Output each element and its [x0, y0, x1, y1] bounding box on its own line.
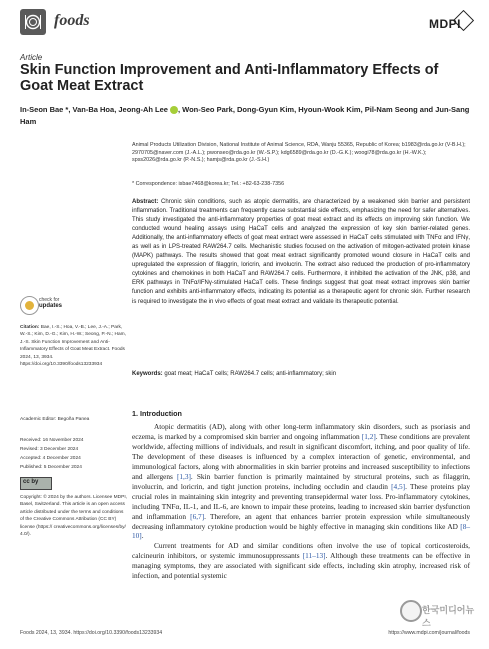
academic-editor: Academic Editor: Begoña Panea	[20, 417, 90, 422]
intro-text: . Therefore, an agent that enhances barrier protein expression while simultaneously decreasing inflammatory cytokine production would be highly effective in managing skin conditions like AD	[132, 511, 470, 531]
affiliation: Animal Products Utilization Division, National Institute of Animal Science, RDA, Wanju 55365, Republic of Korea; b1983@rda.go.kr (V-B.H.); 2970705@naver.com (J.-A.L.); pwonseo@rda.go.kr (W.-S.P.); kdg6589@rda.go.kr (D.-G.K.); woogi78@rda.go.kr (H.-W.K.); spss2026@rda.go.kr (P.-N.S.); hamjs@rda.go.kr (J.-S.H.)	[132, 142, 466, 164]
intro-text: Current treatments for AD and similar conditions often involve the use of topical corticosteroids, calcineurin inhibitors, or systemic immunosuppressants	[132, 541, 470, 561]
check-updates-icon	[20, 296, 39, 315]
copyright-notice: Copyright: © 2024 by the authors. Licensee MDPI, Basel, Switzerland. This article is an open access article distributed under the terms and conditions of the Creative Commons Attribution (CC BY) license (https:// creativecommons.org/licenses/by/ 4.0/).	[20, 495, 127, 538]
watermark	[400, 598, 480, 628]
author-list	[20, 104, 470, 128]
correspondence: * Correspondence: isbae7468@korea.kr; Tel.: +82-63-238-7356	[132, 181, 285, 187]
intro-text: Atopic dermatitis (AD), along with other long-term inflammatory skin disorders, such as psoriasis and eczema, is marked by a compromised skin barrier and ongoing inflammation	[132, 422, 470, 441]
reference-link[interactable]: [11–13]	[302, 551, 326, 561]
citation-text[interactable]: Bae, I.-S.; Hoa, V.-B.; Lee, J.-A.; Park, W.-S.; Kim, D.-G.; Kim, H.-W.; Seong, P.-N.; Ham, J.-S. Skin Function Improvement and Anti-Inflammatory Effects of Goat Meat Extract. Foods 2024, 13, 3934. https://doi.org/10.3390/foods13233934	[20, 325, 126, 368]
intro-text: . These proteins play crucial roles in maintaining skin integrity and preventing transepidermal water loss. Pro-inflammatory cytokines, including TNFα, IL-1, and IL-6, are known to impair these proteins, leading to increased skin barrier dysfunction and inflammation	[132, 481, 470, 521]
check-updates-line1: check for	[39, 297, 60, 303]
article-type: Article	[20, 53, 43, 62]
revised-date: Revised: 3 December 2024	[20, 447, 79, 452]
plate-icon	[24, 13, 42, 31]
footer-journal-link[interactable]: https://www.mdpi.com/journal/foods	[388, 630, 470, 636]
intro-paragraph-1	[132, 422, 470, 541]
intro-text: .	[141, 531, 144, 541]
published-date: Published: 5 December 2024	[20, 465, 82, 470]
publisher-name: MDPI	[429, 17, 461, 31]
accepted-date: Accepted: 4 December 2024	[20, 456, 81, 461]
orcid-icon[interactable]	[170, 106, 178, 114]
citation-label: Citation:	[20, 325, 40, 330]
section-heading-introduction: 1. Introduction	[132, 409, 182, 418]
received-date: Received: 16 November 2024	[20, 438, 84, 443]
abstract-label: Abstract:	[132, 199, 159, 205]
introduction-body	[132, 422, 470, 581]
publication-dates	[20, 436, 83, 472]
check-updates-line2: updates	[39, 303, 63, 309]
article-title: Skin Function Improvement and Anti-Inflammatory Effects of Goat Meat Extract	[20, 62, 439, 94]
page-footer	[20, 630, 470, 636]
intro-text: . Skin barrier function is primarily maintained by structural proteins, such as filaggrin, involucrin, and loricrin, and tight junction proteins, including occludin and claudin	[132, 471, 471, 491]
journal-name: foods	[54, 12, 90, 29]
intro-text: . Although these treatments can be effective in managing symptoms, they are associated with significant side effects, including skin atrophy, increased risk of infection, and potential systemic	[132, 551, 471, 581]
keywords-text: goat meat; HaCaT cells; RAW264.7 cells; anti-inflammatory; skin	[164, 371, 337, 377]
cc-by-license-badge[interactable]	[20, 477, 52, 490]
authors-rest: , Won-Seo Park, Dong-Gyun Kim, Hyoun-Wook Kim, Pil-Nam Seong and Jun-Sang Ham	[20, 105, 470, 126]
authors-first: In-Seon Bae *, Van-Ba Hoa, Jeong-Ah Lee	[20, 105, 168, 114]
abstract-text: Chronic skin conditions, such as atopic dermatitis, are characterized by a weakened skin barrier and persistent inflammation. Traditional treatments can frequently cause substantial side effects, emphasizing the need for safer alternatives. This study investigated the anti-inflammatory properties of goat meat extract and its effects on improving skin function. We conducted wound healing assays using HaCaT cells and analyzed the expression of key skin barrier-related genes. Additionally, the anti-inflammatory effects of goat meat extract were assessed in HaCaT cells stimulated with TNFα and IFNγ, as well as in LPS-treated RAW264.7 cells. Mechanistic studies focused on the activation of mitogen-activated protein kinase (MAPK) pathways. The results showed that goat meat extract significantly promoted wound closure in HaCaT cells and upregulated the expression of filaggrin, loricrin, and involucrin. The extract also reduced the production of pro-inflammatory cytokines and chemokines in both HaCaT and RAW264.7 cells. Furthermore, it inhibited the activation of the JNK, p38, and ERK pathways in TNFα/IFNγ-stimulated HaCaT cells. These findings suggest that goat meat extract improves skin barrier function and exhibits anti-inflammatory effects, indicating its potential as a therapeutic agent for chronic skin. Further research is required to investigate the in vivo effects of goat meat extract and validate its therapeutic potential.	[132, 199, 470, 305]
mdpi-logo	[429, 13, 469, 35]
keywords-label: Keywords:	[132, 371, 163, 377]
footer-citation[interactable]: Foods 2024, 13, 3934. https://doi.org/10.3390/foods13233934	[20, 630, 163, 636]
cc-label: cc by	[23, 479, 39, 485]
intro-text: . These conditions are prevalent worldwide, affecting millions of individuals, and result in significant discomfort, itching, and poor quality of life. The development of these diseases is influenced by a complex interaction of genetic, environmental, and immunological factors, along with abnormalities in skin barrier proteins and increased susceptibility to infections and allergens	[132, 431, 470, 481]
check-for-updates-button[interactable]	[20, 294, 76, 320]
keywords	[132, 370, 470, 379]
reference-link[interactable]: [4,5]	[391, 481, 406, 491]
citation	[20, 324, 128, 368]
journal-logo	[20, 9, 46, 35]
intro-paragraph-2	[132, 541, 470, 581]
reference-link[interactable]: [1,2]	[361, 431, 376, 441]
reference-link[interactable]: [8–10]	[132, 521, 470, 541]
reference-link[interactable]: [1,3]	[176, 471, 191, 481]
reference-link[interactable]: [6,7]	[190, 511, 205, 521]
watermark-logo-icon	[400, 600, 422, 622]
watermark-text: 한국미디어뉴스	[422, 606, 475, 629]
abstract	[132, 198, 470, 307]
